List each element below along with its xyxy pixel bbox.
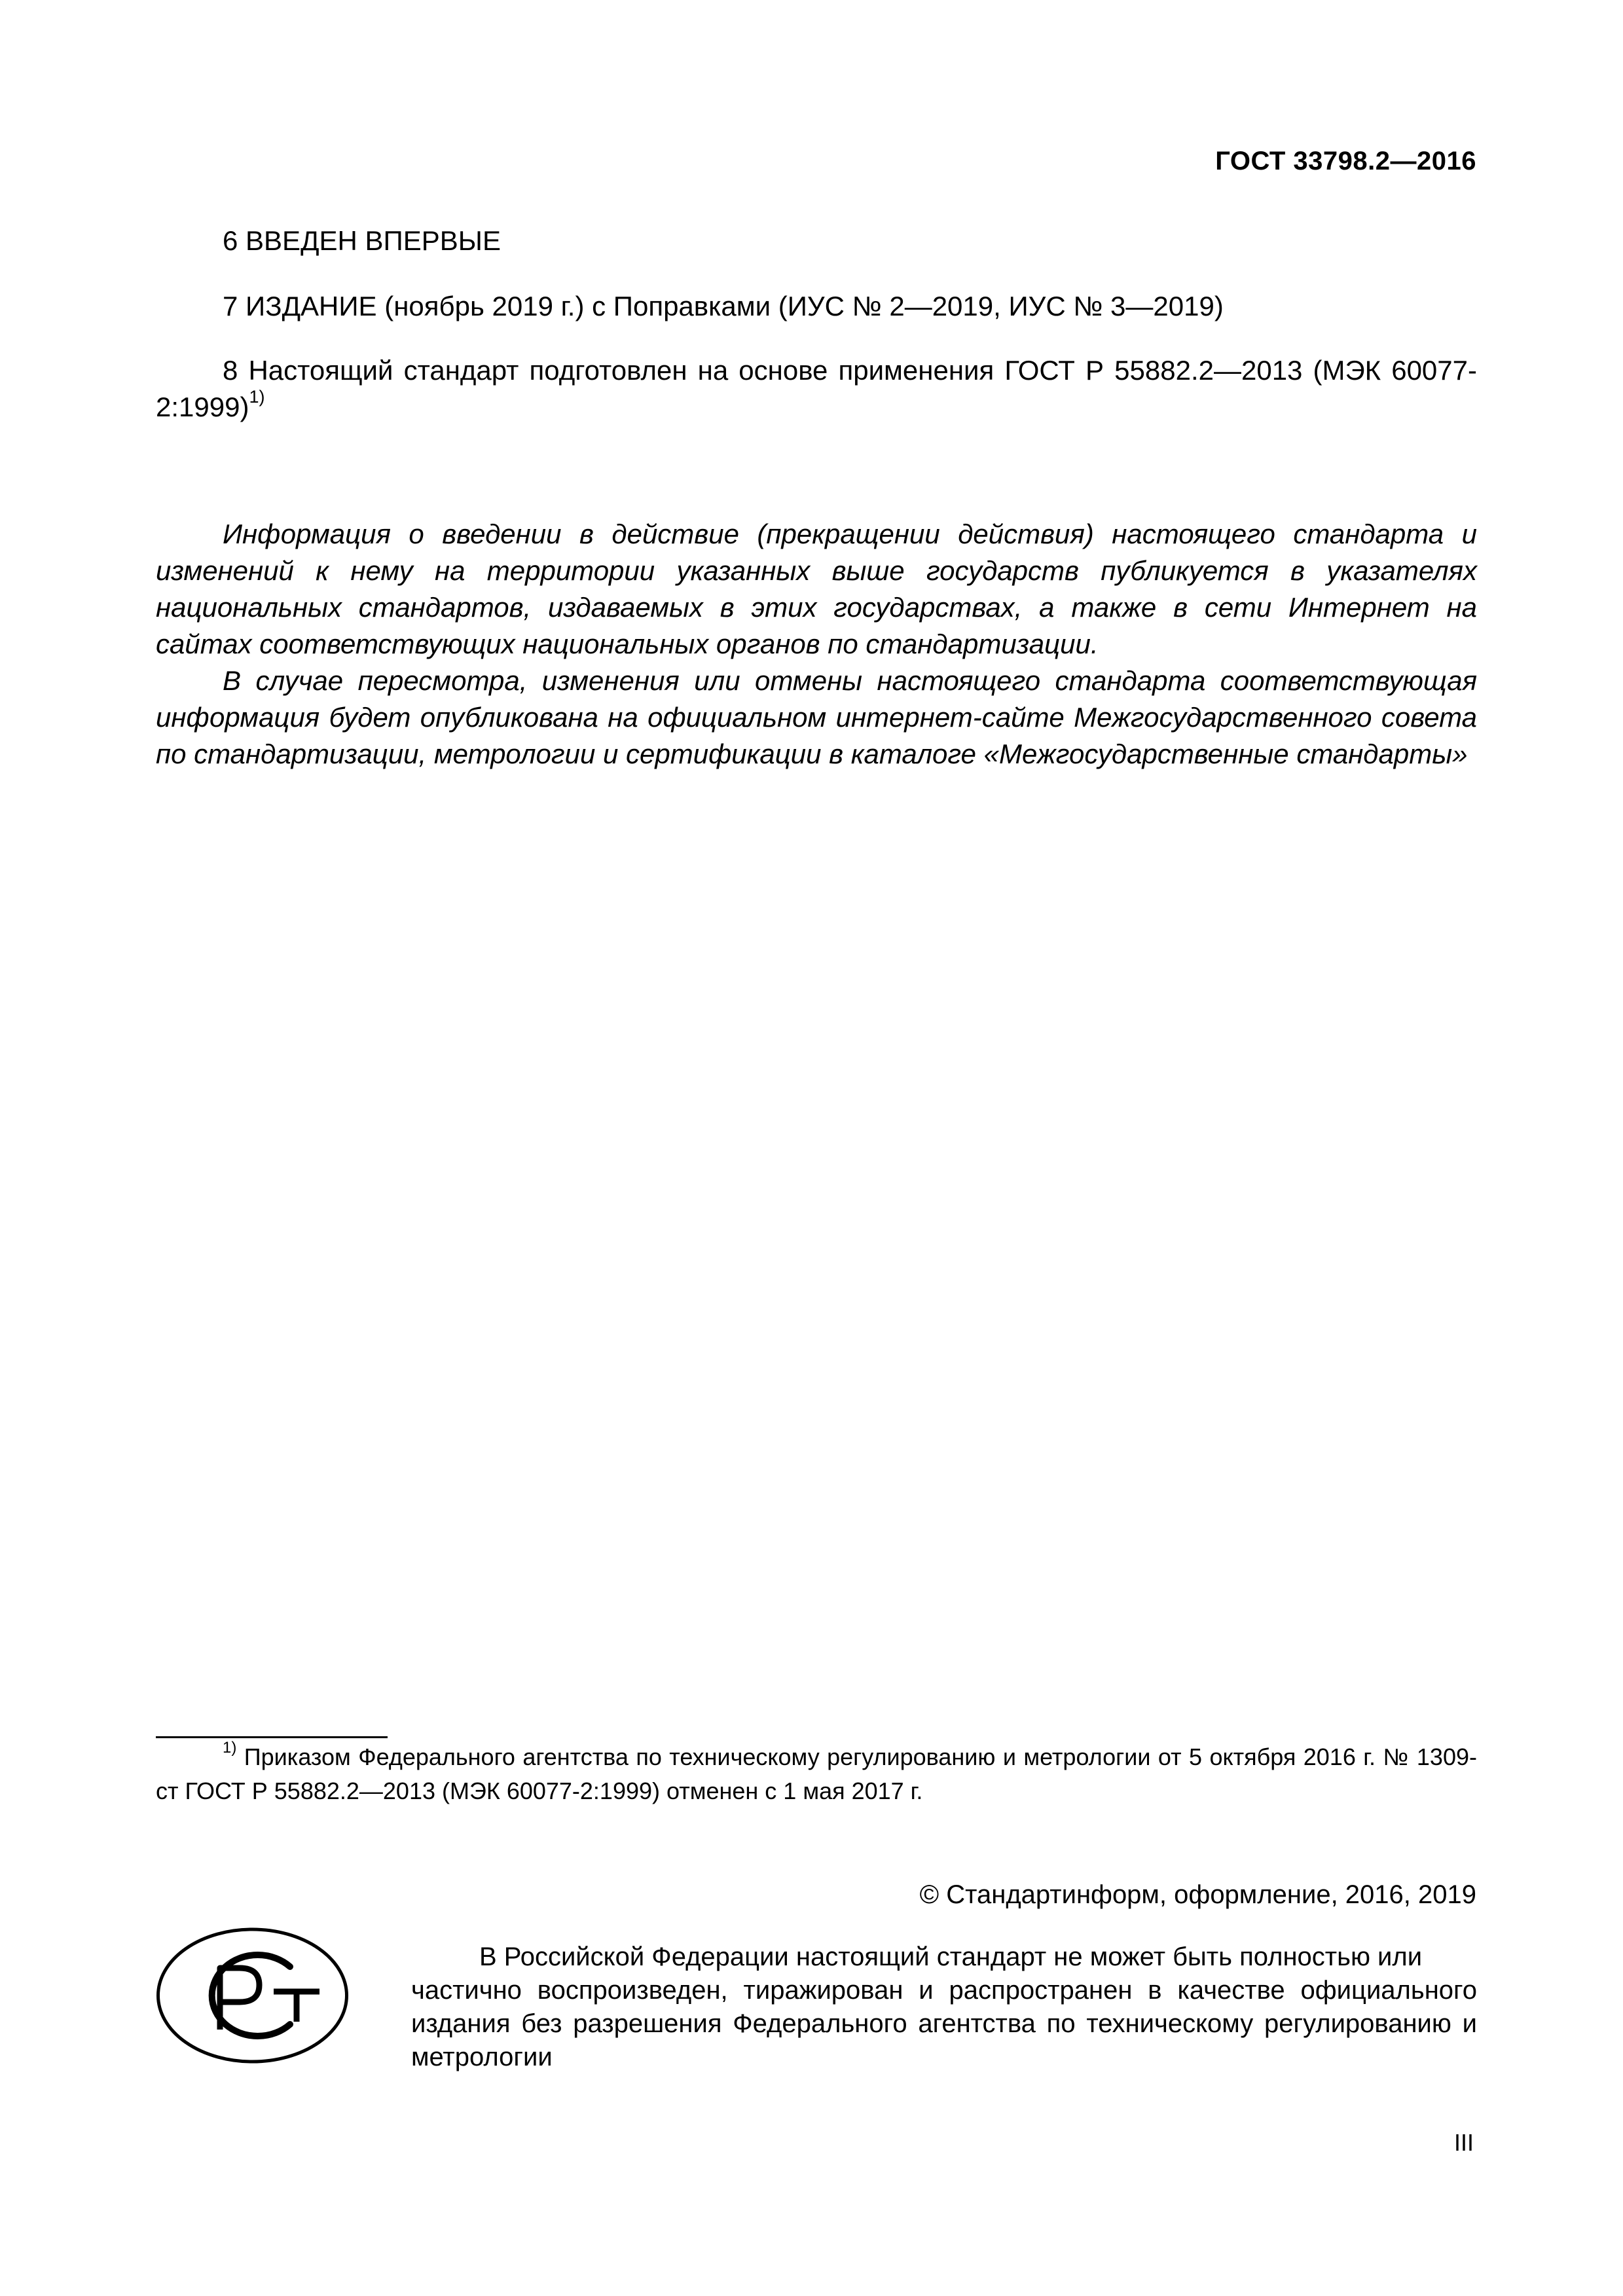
page-number: III [1453,2129,1474,2156]
item-8-text: 8 Настоящий стандарт подготовлен на основе применения ГОСТ Р 55882.2—2013 (МЭК 60077-2:1999) [156,355,1477,422]
footnote-marker: 1) [223,1739,237,1757]
info-block [156,516,1477,773]
footnote [156,1740,1477,1808]
footnote-text: Приказом Федерального агентства по техническому регулированию и метрологии от 5 октября 2016 г. № 1309-ст ГОСТ Р 55882.2—2013 (МЭК 60077-2:1999) отменен с 1 мая 2017 г. [156,1743,1477,1804]
footnote-reference: 1) [249,387,265,407]
footnote-separator [156,1736,388,1738]
item-7: 7 ИЗДАНИЕ (ноябрь 2019 г.) с Поправками (ИУС № 2—2019, ИУС № 3—2019) [223,291,1224,321]
copyright-notice: © Стандартинформ, оформление, 2016, 2019 [919,1880,1476,1909]
rst-certification-logo-icon [156,1926,349,2065]
item-8 [156,352,1477,426]
document-code-header: ГОСТ 33798.2—2016 [1215,147,1476,175]
notice-first-line: В Российской Федерации настоящий стандарт не может быть полностью или [479,1942,1423,1971]
item-6: 6 ВВЕДЕН ВПЕРВЫЕ [223,225,501,256]
info-paragraph-2: В случае пересмотра, изменения или отмены настоящего стандарта соответствующая информация будет опубликована на официальном интернет-сайте Межгосударственного совета по стандартизации, метрологии и сертификации в каталоге «Межгосударственные стандарты» [156,665,1477,769]
notice-rest: частично воспроизведен, тиражирован и распространен в качестве официального издания без разрешения Федерального агентства по техническому регулированию и метрологии [411,1976,1477,2071]
copyright-restriction-notice [411,1941,1477,2074]
info-paragraph-1: Информация о введении в действие (прекращении действия) настоящего стандарта и изменений к нему на территории указанных выше государств публикуется в указателях национальных стандартов, издаваемых в этих государствах, а также в сети Интернет на сайтах соответствующих национальных органов по стандартизации. [156,519,1477,659]
